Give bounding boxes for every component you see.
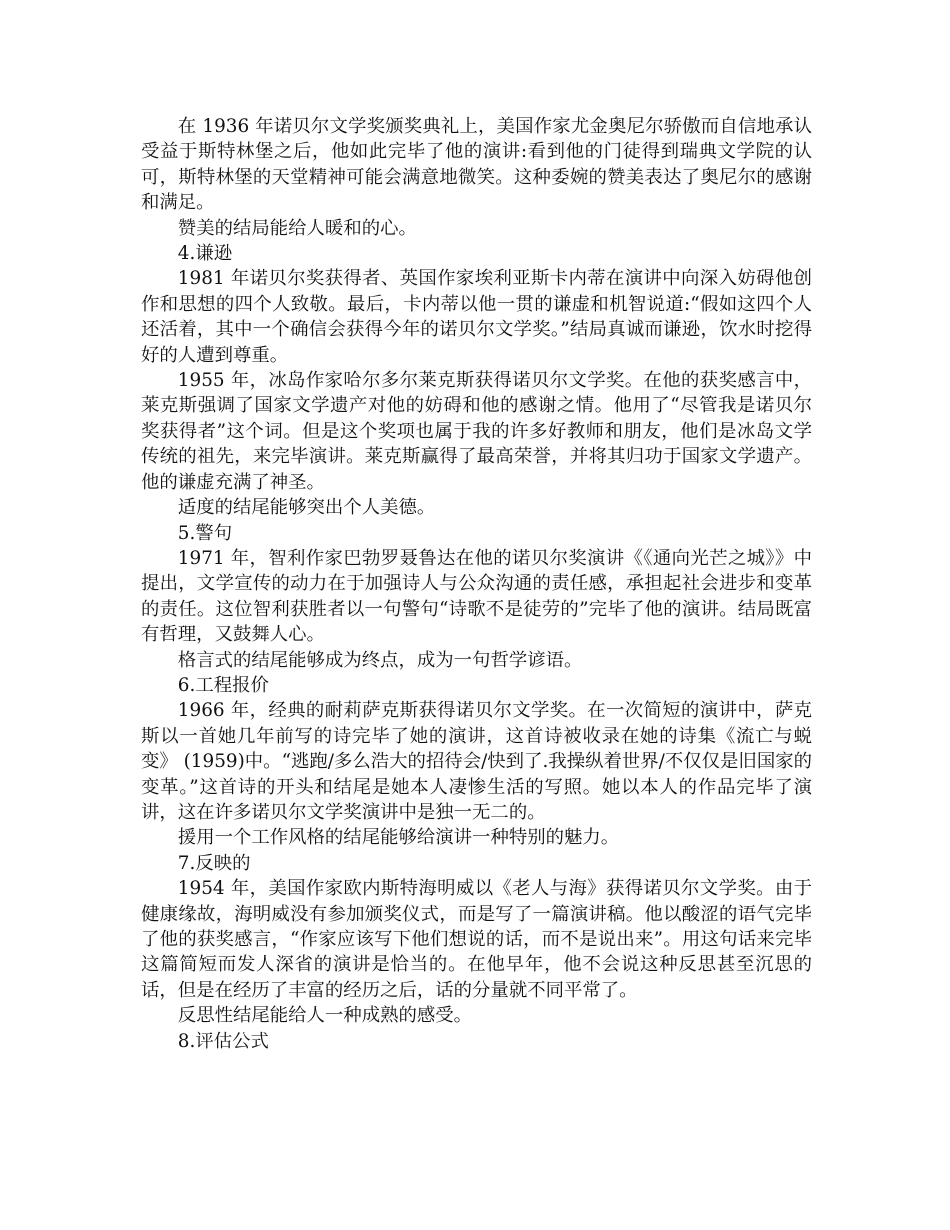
summary-aphorism-ending: 格言式的结尾能够成为终点，成为一句哲学谚语。 — [177, 649, 583, 671]
section-heading-evaluation: 8.评估公式 — [177, 1030, 269, 1052]
summary-quotation-ending: 援用一个工作风格的结尾能够给演讲一种特别的魅力。 — [177, 827, 620, 849]
document-body — [141, 114, 812, 1054]
section-heading-aphorism: 5.警句 — [177, 522, 233, 544]
paragraph-oneill: 在 1936 年诺贝尔文学奖颁奖典礼上，美国作家尤金奥尼尔骄傲而自信地承认受益于斯特林堡之后，他如此完毕了他的演讲:看到他的门徒得到瑞典文学院的认可，斯特林堡的天堂精神可能会满意地微笑。这种委婉的赞美表达了奥尼尔的感谢和满足。 — [141, 116, 812, 214]
paragraph-sachs: 1966 年，经典的耐莉萨克斯获得诺贝尔文学奖。在一次简短的演讲中，萨克斯以一首她几年前写的诗完毕了她的演讲，这首诗被收录在她的诗集《流亡与蜕变》 (1959)中。“逃跑/多么浩大的招待会/快到了.我操纵着世界/不仅仅是旧国家的变革。”这首诗的开头和结尾是她本人凄惨生活的写照。她以本人的作品完毕了演讲，这在许多诺贝尔文学奖演讲中是独一无二的。 — [141, 700, 812, 823]
section-heading-quotation: 6.工程报价 — [177, 674, 269, 696]
section-heading-humility: 4.谦逊 — [177, 243, 233, 265]
paragraph-hemingway: 1954 年，美国作家欧内斯特海明威以《老人与海》获得诺贝尔文学奖。由于健康缘故，海明威没有参加颁奖仪式，而是写了一篇演讲稿。他以酸涩的语气完毕了他的获奖感言，“作家应该写下他们想说的话，而不是说出来”。用这句话来完毕这篇简短而发人深省的演讲是恰当的。在他早年，他不会说这种反思甚至沉思的话，但是在经历了丰富的经历之后，话的分量就不同平常了。 — [141, 878, 812, 1001]
paragraph-neruda: 1971 年，智利作家巴勃罗聂鲁达在他的诺贝尔奖演讲《《通向光芒之城》》中提出，文学宣传的动力在于加强诗人与公众沟通的责任感，承担起社会进步和变革的责任。这位智利获胜者以一句警句“诗歌不是徒劳的”完毕了他的演讲。结局既富有哲理，又鼓舞人心。 — [141, 547, 812, 646]
summary-modest-ending: 适度的结尾能够突出个人美德。 — [177, 497, 436, 519]
section-heading-reflective: 7.反映的 — [177, 852, 251, 874]
paragraph-canetti: 1981 年诺贝尔奖获得者、英国作家埃利亚斯卡内蒂在演讲中向深入妨碍他创作和思想的四个人致敬。最后，卡内蒂以他一贯的谦虚和机智说道:“假如这四个人还活着，其中一个确信会获得今年的诺贝尔文学奖。”结局真诚而谦逊，饮水时挖得好的人遭到尊重。 — [141, 268, 812, 366]
summary-praise-ending: 赞美的结局能给人暖和的心。 — [177, 217, 417, 239]
paragraph-laxness: 1955 年，冰岛作家哈尔多尔莱克斯获得诺贝尔文学奖。在他的获奖感言中，莱克斯强调了国家文学遗产对他的妨碍和他的感谢之情。他用了“尽管我是诺贝尔奖获得者”这个词。但是这个奖项也属于我的许多好教师和朋友，他们是冰岛文学传统的祖先，来完毕演讲。莱克斯赢得了最高荣誉，并将其归功于国家文学遗产。他的谦虚充满了神圣。 — [141, 370, 812, 493]
summary-reflective-ending: 反思性结尾能给人一种成熟的感受。 — [177, 1005, 473, 1027]
